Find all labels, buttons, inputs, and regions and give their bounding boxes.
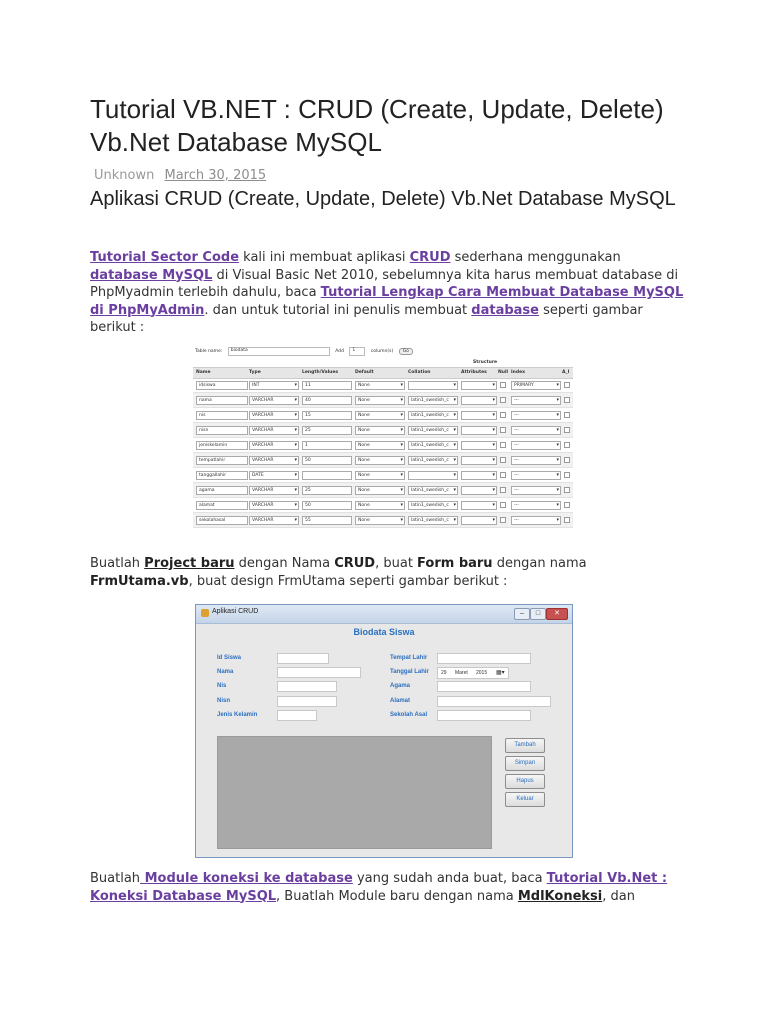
table-cell: --- ▾ — [511, 456, 561, 465]
table-cell: 25 — [302, 426, 352, 435]
window-title: Aplikasi CRUD — [212, 608, 259, 615]
simpan-button: Simpan — [505, 756, 545, 771]
go-button: Go — [399, 348, 413, 355]
table-cell: None ▾ — [355, 471, 405, 480]
table-cell: None ▾ — [355, 441, 405, 450]
table-row — [193, 498, 573, 513]
keluar-button: Keluar — [505, 792, 545, 807]
table-row — [193, 513, 573, 528]
textbox-jenis-kelamin — [277, 710, 317, 721]
table-cell: 50 — [302, 501, 352, 510]
label-nis: Nis — [217, 683, 227, 689]
module-paragraph: Buatlah Module koneksi ke database yang sudah anda buat, baca Tutorial Vb.Net : Koneksi Database MySQL, Buatlah Module baru dengan nama MdlKoneksi, dan — [90, 871, 668, 904]
table-cell: alamat — [196, 501, 248, 510]
calendar-dropdown-icon: ▦▾ — [496, 670, 505, 676]
table-cell: DATE ▾ — [249, 471, 299, 480]
table-cell: --- ▾ — [511, 471, 561, 480]
null-checkbox — [500, 487, 506, 493]
table-cell: None ▾ — [355, 396, 405, 405]
table-cell: tempatlahir — [196, 456, 248, 465]
textbox-alamat — [437, 696, 551, 707]
textbox-id-siswa — [277, 653, 329, 664]
table-row — [193, 468, 573, 483]
table-row — [193, 378, 573, 393]
table-cell: None ▾ — [355, 486, 405, 495]
table-cell: --- ▾ — [511, 426, 561, 435]
table-row — [193, 408, 573, 423]
ai-checkbox — [564, 397, 570, 403]
table-row — [193, 393, 573, 408]
null-checkbox — [500, 412, 506, 418]
minimize-icon: – — [514, 608, 530, 620]
table-cell: --- ▾ — [511, 411, 561, 420]
label-id-siswa: Id Siswa — [217, 655, 242, 661]
table-row — [193, 438, 573, 453]
maximize-icon: □ — [530, 608, 546, 620]
form-design-image — [195, 604, 573, 858]
tambah-button: Tambah — [505, 738, 545, 753]
form-heading: Biodata Siswa — [353, 627, 415, 637]
table-cell: 55 — [302, 516, 352, 525]
null-checkbox — [500, 427, 506, 433]
table-cell: 1 — [302, 441, 352, 450]
structure-label: Structure — [473, 360, 498, 365]
table-cell: latin1_swedish_c ▾ — [408, 396, 458, 405]
table-cell: tanggallahir — [196, 471, 248, 480]
table-cell: 15 — [302, 411, 352, 420]
table-cell: None ▾ — [355, 411, 405, 420]
table-row — [193, 453, 573, 468]
table-cell: latin1_swedish_c ▾ — [408, 501, 458, 510]
textbox-tempat-lahir — [437, 653, 531, 664]
table-cell — [461, 501, 497, 510]
textbox-nama — [277, 667, 361, 678]
table-cell: 50 — [302, 456, 352, 465]
table-cell — [461, 471, 497, 480]
table-cell: VARCHAR ▾ — [249, 516, 299, 525]
table-cell — [302, 471, 352, 480]
null-checkbox — [500, 457, 506, 463]
table-cell — [461, 486, 497, 495]
table-cell: VARCHAR ▾ — [249, 411, 299, 420]
table-cell: 25 — [302, 486, 352, 495]
table-cell: latin1_swedish_c ▾ — [408, 411, 458, 420]
textbox-nisn — [277, 696, 337, 707]
table-cell: VARCHAR ▾ — [249, 441, 299, 450]
table-cell — [461, 516, 497, 525]
table-cell — [461, 441, 497, 450]
table-cell: latin1_swedish_c ▾ — [408, 441, 458, 450]
table-cell: latin1_swedish_c ▾ — [408, 456, 458, 465]
table-cell: VARCHAR ▾ — [249, 426, 299, 435]
table-cell: sekolahasal — [196, 516, 248, 525]
ai-checkbox — [564, 382, 570, 388]
intro-paragraph: Tutorial Sector Code kali ini membuat aplikasi CRUD sederhana menggunakan database MySQL di Visual Basic Net 2010, sebelumnya kita harus membuat database di PhpMyadmin terlebih dahulu, baca Tutorial Lengkap Cara Membuat Database MySQL di PhpMyAdmin. dan untuk tutorial ini penulis membuat database seperti gambar berikut : — [90, 250, 684, 335]
null-checkbox — [500, 502, 506, 508]
ai-checkbox — [564, 442, 570, 448]
table-cell — [408, 471, 458, 480]
table-cell: --- ▾ — [511, 486, 561, 495]
post-date-link[interactable]: March 30, 2015 — [164, 168, 267, 183]
table-cell: 11 — [302, 381, 352, 390]
null-checkbox — [500, 442, 506, 448]
table-cell — [461, 411, 497, 420]
label-tanggal-lahir: Tanggal Lahir — [390, 669, 429, 675]
label-tempat-lahir: Tempat Lahir — [390, 655, 428, 661]
table-cell — [461, 381, 497, 390]
table-cell: None ▾ — [355, 381, 405, 390]
table-name-bar: Table name: biodata Add 1 column(s) Go — [195, 347, 417, 356]
table-cell: None ▾ — [355, 516, 405, 525]
table-header: Name Type Length/Values Default Collation Attributes Null Index A_I — [193, 367, 573, 379]
table-cell: --- ▾ — [511, 396, 561, 405]
window-titlebar — [196, 605, 572, 624]
ai-checkbox — [564, 487, 570, 493]
table-cell — [408, 381, 458, 390]
table-cell: None ▾ — [355, 426, 405, 435]
table-cell: 40 — [302, 396, 352, 405]
link-database[interactable]: database — [471, 302, 539, 318]
table-row — [193, 423, 573, 438]
link-crud[interactable]: CRUD — [409, 250, 451, 265]
hapus-button: Hapus — [505, 774, 545, 789]
table-cell: latin1_swedish_c ▾ — [408, 486, 458, 495]
link-tutorial-sector-code[interactable]: Tutorial Sector Code — [90, 250, 240, 265]
table-cell: None ▾ — [355, 456, 405, 465]
null-checkbox — [500, 397, 506, 403]
textbox-sekolah-asal — [437, 710, 531, 721]
project-paragraph: Buatlah Project baru dengan Nama CRUD, buat Form baru dengan nama FrmUtama.vb, buat design FrmUtama seperti gambar berikut : — [90, 556, 587, 589]
ai-checkbox — [564, 457, 570, 463]
label-sekolah-asal: Sekolah Asal — [390, 712, 428, 718]
table-cell: VARCHAR ▾ — [249, 501, 299, 510]
null-checkbox — [500, 382, 506, 388]
label-nisn: Nisn — [217, 698, 231, 704]
table-cell: --- ▾ — [511, 516, 561, 525]
textbox-nis — [277, 681, 337, 692]
table-cell: jeniskelamin — [196, 441, 248, 450]
table-cell: PRIMARY ▾ — [511, 381, 561, 390]
label-alamat: Alamat — [390, 698, 411, 704]
table-cell: VARCHAR ▾ — [249, 456, 299, 465]
app-icon — [201, 609, 209, 617]
section-heading: Aplikasi CRUD (Create, Update, Delete) Vb.Net Database MySQL — [90, 188, 676, 210]
textbox-agama — [437, 681, 531, 692]
link-tutorial-koneksi-mysql[interactable]: Tutorial Vb.Net : Koneksi Database MySQL — [90, 871, 668, 904]
datagridview — [217, 736, 492, 849]
label-jenis-kelamin: Jenis Kelamin — [217, 712, 258, 718]
table-cell: nama — [196, 396, 248, 405]
table-cell: nis — [196, 411, 248, 420]
project-baru-text: Project baru — [144, 556, 235, 571]
link-database-mysql[interactable]: database MySQL — [90, 267, 213, 283]
ai-checkbox — [564, 502, 570, 508]
table-structure-image — [193, 343, 573, 533]
table-cell: INT ▾ — [249, 381, 299, 390]
table-cell: nisn — [196, 426, 248, 435]
link-mdlkoneksi[interactable]: MdlKoneksi — [517, 888, 603, 904]
table-row — [193, 483, 573, 498]
table-cell: VARCHAR ▾ — [249, 486, 299, 495]
link-module-koneksi[interactable]: Module koneksi ke database — [140, 871, 353, 886]
label-agama: Agama — [390, 683, 411, 689]
table-cell — [461, 426, 497, 435]
table-cell: agama — [196, 486, 248, 495]
author-name: Unknown — [94, 168, 155, 183]
label-nama: Nama — [217, 669, 234, 675]
ai-checkbox — [564, 472, 570, 478]
table-cell: latin1_swedish_c ▾ — [408, 516, 458, 525]
ai-checkbox — [564, 427, 570, 433]
table-cell — [461, 396, 497, 405]
table-cell — [461, 456, 497, 465]
ai-checkbox — [564, 517, 570, 523]
null-checkbox — [500, 517, 506, 523]
post-meta — [94, 168, 266, 183]
article-title: Tutorial VB.NET : CRUD (Create, Update, Delete) Vb.Net Database MySQL — [90, 94, 664, 157]
table-cell: latin1_swedish_c ▾ — [408, 426, 458, 435]
close-icon: ✕ — [546, 608, 568, 620]
link-tutorial-phpmyadmin[interactable]: Tutorial Lengkap Cara Membuat Database MySQL di PhpMyAdmin — [90, 285, 684, 318]
date-picker: 29 Maret 2015 ▦▾ — [437, 667, 509, 679]
table-cell: --- ▾ — [511, 501, 561, 510]
ai-checkbox — [564, 412, 570, 418]
null-checkbox — [500, 472, 506, 478]
table-cell: idsiswa — [196, 381, 248, 390]
table-cell: --- ▾ — [511, 441, 561, 450]
table-cell: VARCHAR ▾ — [249, 396, 299, 405]
table-cell: None ▾ — [355, 501, 405, 510]
